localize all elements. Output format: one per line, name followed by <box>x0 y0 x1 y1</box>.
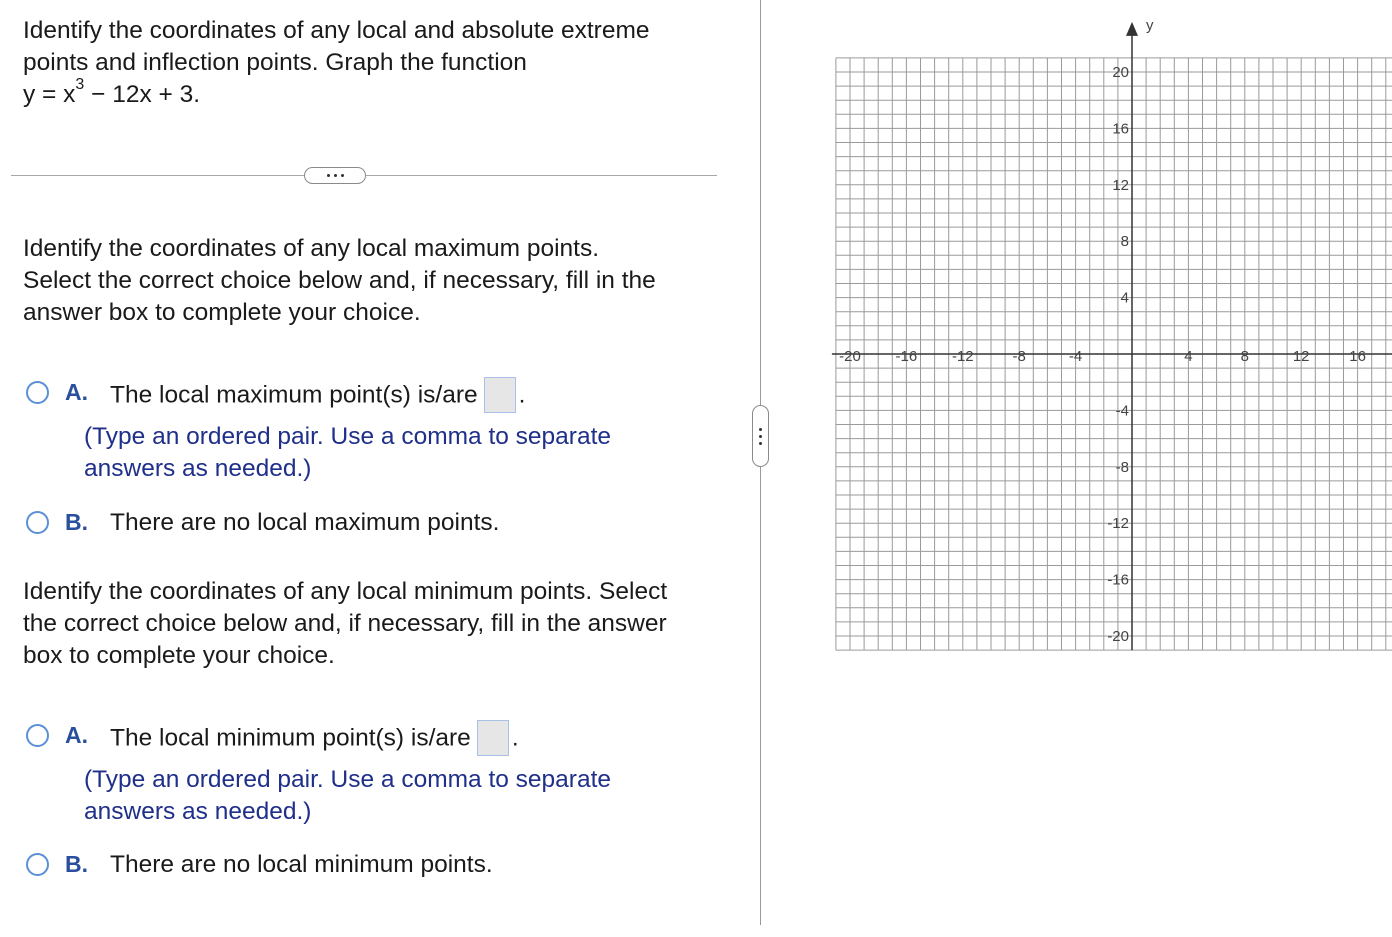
ellipsis-icon <box>341 174 344 177</box>
y-tick-label: 20 <box>1112 64 1129 81</box>
local-min-choice-a-text <box>110 721 519 757</box>
ellipsis-icon <box>334 174 337 177</box>
x-tick-label: -20 <box>839 348 861 365</box>
grip-icon <box>759 435 762 438</box>
choice-letter: B. <box>65 851 88 877</box>
choice-letter: B. <box>65 509 88 535</box>
y-tick-label: 4 <box>1120 289 1129 307</box>
local-max-hint-line-1: (Type an ordered pair. Use a comma to separate <box>84 423 612 450</box>
x-tick-label: 8 <box>1240 348 1249 365</box>
x-tick-label: -4 <box>1068 348 1083 365</box>
y-tick-label: 16 <box>1112 120 1129 138</box>
local-max-hint <box>84 421 684 485</box>
local-min-prompt <box>23 576 723 672</box>
choice-label: The local minimum point(s) is/are <box>110 724 471 752</box>
y-axis-label: y <box>1146 16 1154 34</box>
local-min-prompt-line-2: the correct choice below and, if necessary, fill in the answer <box>23 610 667 637</box>
choice-label: The local maximum point(s) is/are <box>110 381 478 409</box>
y-tick-label: -12 <box>1107 515 1129 533</box>
local-min-answer-box[interactable] <box>477 720 509 756</box>
y-tick-label: 12 <box>1112 176 1129 194</box>
equation-exponent: 3 <box>75 76 85 93</box>
y-tick-label: -8 <box>1115 458 1129 476</box>
grip-icon <box>759 428 762 431</box>
x-tick-label: -16 <box>895 348 918 365</box>
choice-letter: A. <box>65 722 88 748</box>
y-axis-arrow-icon <box>1126 22 1138 36</box>
local-max-prompt-line-1: Identify the coordinates of any local maximum points. <box>23 235 600 262</box>
local-max-choice-b-radio[interactable] <box>26 511 49 534</box>
local-max-hint-line-2: answers as needed.) <box>84 455 312 482</box>
local-max-answer-box[interactable] <box>484 377 516 413</box>
problem-line-1: Identify the coordinates of any local and absolute extreme <box>23 17 650 44</box>
local-min-hint-line-2: answers as needed.) <box>84 798 312 825</box>
local-min-hint-line-1: (Type an ordered pair. Use a comma to separate <box>84 766 612 793</box>
problem-line-2: points and inflection points. Graph the function <box>23 49 527 76</box>
x-tick-label: -8 <box>1012 348 1026 365</box>
equation-end: − 12x + 3. <box>84 81 201 108</box>
local-max-prompt-line-3: answer box to complete your choice. <box>23 299 421 326</box>
grip-icon <box>759 442 762 445</box>
y-tick-label: -20 <box>1107 628 1129 645</box>
local-min-hint <box>84 764 684 828</box>
local-max-choice-a-text <box>110 378 525 414</box>
equation-start: y = x <box>23 81 76 108</box>
local-max-prompt <box>23 233 723 329</box>
ellipsis-icon <box>327 174 330 177</box>
function-equation <box>23 76 723 111</box>
splitter-handle[interactable] <box>752 405 769 467</box>
local-min-prompt-line-3: box to complete your choice. <box>23 642 335 669</box>
local-max-choice-b-text: There are no local maximum points. <box>110 509 500 536</box>
local-min-prompt-line-1: Identify the coordinates of any local minimum points. Select <box>23 578 668 605</box>
x-tick-label: 4 <box>1184 348 1193 365</box>
problem-statement <box>23 15 723 111</box>
x-tick-label: -12 <box>951 348 974 365</box>
x-tick-label: 16 <box>1349 348 1366 365</box>
choice-letter: A. <box>65 379 88 405</box>
local-max-prompt-line-2: Select the correct choice below and, if necessary, fill in the <box>23 267 656 294</box>
choice-period: . <box>511 724 519 752</box>
choice-period: . <box>518 381 526 409</box>
y-tick-label: 8 <box>1120 233 1129 251</box>
local-min-choice-b-text: There are no local minimum points. <box>110 851 493 878</box>
y-tick-label: -4 <box>1115 402 1129 420</box>
local-min-choice-b-radio[interactable] <box>26 853 49 876</box>
y-tick-label: -16 <box>1107 571 1129 589</box>
show-more-button[interactable] <box>304 167 366 184</box>
local-max-choice-a-radio[interactable] <box>26 381 49 404</box>
coordinate-graph[interactable] <box>820 16 1392 645</box>
axes <box>832 22 1392 650</box>
local-min-choice-a-radio[interactable] <box>26 724 49 747</box>
x-tick-label: 12 <box>1292 348 1310 365</box>
